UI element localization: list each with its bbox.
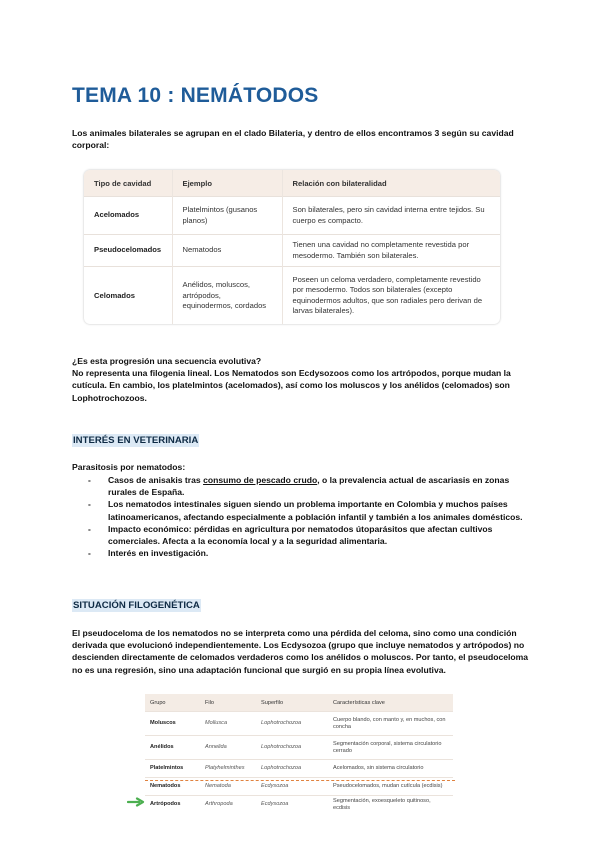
table-header-cell: Características clave [328,694,453,712]
green-arrow-icon [127,797,145,807]
page-title: TEMA 10 : NEMÁTODOS [72,84,319,107]
list-item [88,498,533,522]
phylogeny-paragraph: El pseudoceloma de los nematodos no se interpreta como una pérdida del celoma, sino como una condición derivada que evolucionó independientemente. Los Ecdysozoa (grupo que incluye nematodos y artrópodos) no descienden directamente de celomados verdaderos como los anélidos o moluscos. Por tanto, el pseudoceloma no es una regresión, sino una adaptación funcional que surgió en su propia línea evolutiva. [72,628,529,675]
table-header-cell: Superfilo [256,694,328,712]
table-cell: Poseen un celoma verdadero, completamente revestido por mesodermo. Todos son bilaterales (excepto equinodermos adultos, que son radiales pero derivan de larvas bilaterales). [282,267,500,325]
table-cell: Lophotrochozoa [256,736,328,760]
table-header-cell: Filo [200,694,256,712]
table-header-cell: Relación con bilateralidad [282,170,500,197]
cavity-table-image [84,170,500,324]
orange-dashed-annotation-line [145,780,455,781]
phylum-table-image [145,694,453,819]
table-cell: Cuerpo blando, con manto y, en muchos, con concha [328,712,453,736]
underlined-text: consumo de pescado crudo [203,475,318,485]
table-cell: Platelmintos (gusanos planos) [172,197,282,235]
table-cell: Platelmintos [145,760,200,778]
list-item [88,547,533,559]
table-cell: Ecdysozoa [256,796,328,814]
table-cell: Tienen una cavidad no completamente revestida por mesodermo. También son bilaterales. [282,235,500,267]
bullet-dash: - [88,548,91,559]
table-row [84,267,500,325]
table-row [145,796,453,814]
cavity-table [84,170,500,324]
table-cell: Segmentación corporal, sistema circulatorio cerrado [328,736,453,760]
parasitosis-list [88,474,533,559]
table-header-row [84,170,500,197]
bullet-dash: - [88,523,91,534]
table-header-cell: Grupo [145,694,200,712]
table-row [84,197,500,235]
bullet-dash: - [88,499,91,510]
evolution-paragraph [72,355,522,404]
table-cell: Nematoda [200,778,256,796]
list-item-text: Impacto económico: pérdidas en agricultura por nematodos útoparásitos que afectan cultivos comerciales. Afecta a la economía local y a la seguridad alimentaria. [108,523,493,547]
table-cell: Moluscos [145,712,200,736]
evolution-question: ¿Es esta progresión una secuencia evolutiva? [72,356,262,366]
table-cell: Nematodos [172,235,282,267]
table-cell: Anélidos [145,736,200,760]
table-cell: Lophotrochozoa [256,760,328,778]
list-item-text: , o la prevalencia actual de ascariasis en zonas rurales de España. [108,475,510,498]
parasitosis-subtitle: Parasitosis por nematodos: [72,462,186,472]
table-header-row [145,694,453,712]
list-item [88,523,533,547]
table-cell: Ecdysozoa [256,778,328,796]
table-cell: Nematodos [145,778,200,796]
table-cell: Celomados [84,267,172,325]
section-heading-veterinaria: INTERÉS EN VETERINARIA [73,435,199,446]
evolution-answer: No representa una filogenia lineal. Los Nematodos son Ecdysozoos como los artrópodos, porque mudan la cutícula. En cambio, los platelmintos (acelomados), así como los moluscos y los anélidos (celomados) son Lophotrochozoos. [72,368,511,403]
table-cell: Acelomados, sin sistema circulatorio [328,760,453,778]
table-cell: Anélidos, moluscos, artrópodos, equinodermos, cordados [172,267,282,325]
list-item-text: Interés en investigación. [108,548,209,559]
list-item-text: Los nematodos intestinales siguen siendo un problema importante en Colombia y muchos países latinoamericanos, afectando especialmente a población infantil y también a los animales domésticos. [108,499,523,522]
table-cell: Acelomados [84,197,172,235]
table-row [145,712,453,736]
table-cell: Mollusca [200,712,256,736]
table-header-cell: Ejemplo [172,170,282,197]
table-row [145,736,453,760]
table-cell: Arthropoda [200,796,256,814]
table-header-cell: Tipo de cavidad [84,170,172,197]
table-cell: Pseudocelomados [84,235,172,267]
list-item-text: Casos de anisakis tras [108,475,204,485]
table-cell: Lophotrochozoa [256,712,328,736]
list-item [88,474,533,498]
table-row [145,760,453,778]
table-cell: Annelida [200,736,256,760]
table-row [84,235,500,267]
intro-paragraph: Los animales bilaterales se agrupan en el clado Bilateria, y dentro de ellos encontramos 3 según su cavidad corporal: [72,128,514,151]
phylum-table [145,694,453,814]
table-cell: Platyhelminthes [200,760,256,778]
table-cell: Segmentación, exoesqueleto quitinoso, ecdisis [328,796,453,814]
bullet-dash: - [88,475,91,485]
section-heading-filogenetica: SITUACIÓN FILOGENÉTICA [73,600,200,611]
table-cell: Artrópodos [145,796,200,814]
table-cell: Pseudocelomados, mudan cutícula (ecdisis) [328,778,453,796]
table-cell: Son bilaterales, pero sin cavidad interna entre tejidos. Su cuerpo es compacto. [282,197,500,235]
